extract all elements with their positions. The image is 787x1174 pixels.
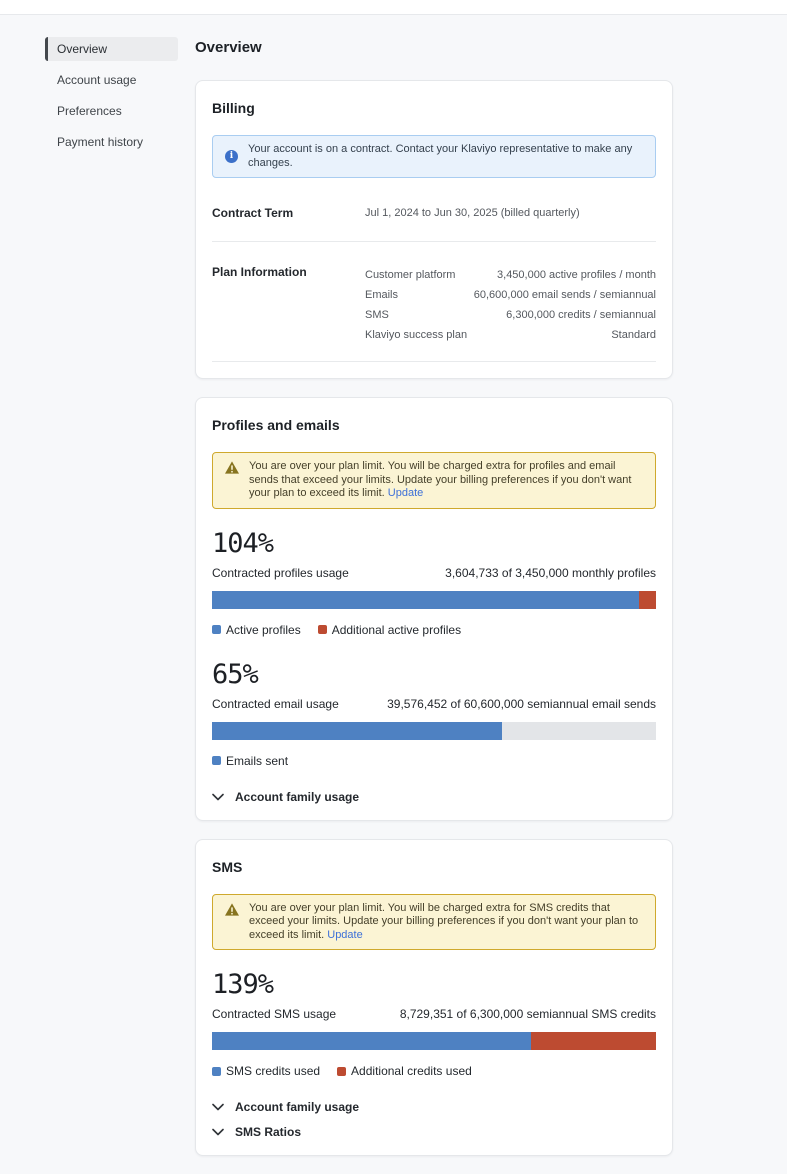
page-title: Overview bbox=[195, 39, 262, 56]
contract-term-label: Contract Term bbox=[212, 206, 294, 220]
legend-item-additional-credits-used bbox=[337, 1064, 472, 1078]
plan-row-success-plan bbox=[365, 325, 656, 345]
sms-warning-banner bbox=[212, 894, 656, 951]
plan-information-label: Plan Information bbox=[212, 265, 307, 279]
email-usage-percent: 65% bbox=[212, 658, 258, 690]
sms-bar-used-segment bbox=[212, 1032, 531, 1050]
chevron-down-icon bbox=[212, 1128, 224, 1136]
legend-item-active-profiles bbox=[212, 623, 301, 637]
legend-swatch-red bbox=[318, 625, 327, 634]
plan-row-value: 60,600,000 email sends / semiannual bbox=[473, 289, 656, 301]
sms-bar-additional-segment bbox=[531, 1032, 656, 1050]
email-usage-meta bbox=[212, 697, 656, 711]
plan-row-label: SMS bbox=[365, 309, 389, 321]
profiles-warning-text: You are over your plan limit. You will be charged extra for profiles and email sends that exceed your limits. Update your billing preferences if you don't want your plan to exceed its limit. Update bbox=[249, 460, 632, 499]
sms-warning-text: You are over your plan limit. You will be charged extra for SMS credits that exceed your limits. Update your billing preferences if you don't want your plan to exceed its limit. Update bbox=[249, 901, 639, 941]
plan-row-sms bbox=[365, 305, 656, 325]
plan-row-customer-platform bbox=[365, 265, 656, 285]
chevron-down-icon bbox=[212, 793, 224, 801]
profiles-usage-bar bbox=[212, 591, 656, 609]
billing-card-title: Billing bbox=[212, 100, 255, 116]
sidebar-item-payment-history[interactable]: Payment history bbox=[57, 135, 144, 149]
profiles-usage-detail: 3,604,733 of 3,450,000 monthly profiles bbox=[445, 565, 656, 580]
info-icon: i bbox=[225, 150, 238, 163]
legend-swatch-red bbox=[337, 1067, 346, 1076]
chevron-down-icon bbox=[212, 1103, 224, 1111]
email-usage-label: Contracted email usage bbox=[212, 696, 339, 711]
page-layout bbox=[0, 15, 787, 1174]
legend-swatch-blue bbox=[212, 1067, 221, 1076]
contract-term-row bbox=[212, 178, 656, 242]
expander-label: SMS Ratios bbox=[235, 1125, 302, 1139]
profiles-bar-additional-segment bbox=[639, 591, 656, 609]
sms-usage-percent: 139% bbox=[212, 969, 274, 1000]
sms-usage-legend bbox=[212, 1064, 656, 1078]
sms-usage-detail: 8,729,351 of 6,300,000 semiannual SMS credits bbox=[399, 1007, 656, 1021]
legend-label: Active profiles bbox=[226, 622, 301, 637]
contract-info-banner bbox=[212, 135, 656, 178]
profiles-usage-legend bbox=[212, 623, 656, 637]
expander-label: Account family usage bbox=[235, 789, 360, 804]
plan-row-value: Standard bbox=[611, 329, 656, 341]
sms-usage-label: Contracted SMS usage bbox=[212, 1007, 337, 1021]
profiles-warning-banner bbox=[212, 452, 656, 509]
plan-row-value: 3,450,000 active profiles / month bbox=[497, 269, 656, 281]
profiles-usage-block bbox=[212, 527, 656, 637]
plan-row-emails bbox=[365, 285, 656, 305]
profiles-and-emails-card bbox=[195, 397, 673, 821]
email-usage-detail: 39,576,452 of 60,600,000 semiannual email sends bbox=[387, 696, 656, 711]
profiles-usage-percent: 104% bbox=[212, 527, 274, 559]
legend-label: Additional credits used bbox=[351, 1064, 472, 1078]
sms-ratios-expander[interactable] bbox=[212, 1125, 656, 1139]
warning-icon bbox=[225, 461, 239, 474]
top-bar bbox=[0, 0, 787, 15]
warning-icon bbox=[225, 903, 239, 916]
contract-term-value: Jul 1, 2024 to Jun 30, 2025 (billed quarterly) bbox=[365, 207, 580, 219]
plan-information-table bbox=[365, 265, 656, 345]
sms-usage-bar bbox=[212, 1032, 656, 1050]
email-usage-legend bbox=[212, 754, 656, 768]
legend-label: Emails sent bbox=[226, 753, 289, 768]
legend-label: SMS credits used bbox=[226, 1064, 321, 1078]
sms-usage-meta bbox=[212, 1007, 656, 1021]
plan-information-row bbox=[212, 242, 656, 362]
email-usage-bar bbox=[212, 722, 656, 740]
email-bar-sent-segment bbox=[212, 722, 502, 740]
sms-usage-block bbox=[212, 971, 656, 1078]
profiles-usage-label: Contracted profiles usage bbox=[212, 565, 349, 580]
sms-account-family-usage-expander[interactable] bbox=[212, 1100, 656, 1114]
plan-row-value: 6,300,000 credits / semiannual bbox=[506, 309, 656, 321]
billing-card bbox=[195, 80, 673, 379]
settings-sidebar bbox=[45, 37, 178, 1174]
plan-row-label: Customer platform bbox=[365, 269, 456, 281]
plan-row-label: Emails bbox=[365, 289, 399, 301]
legend-swatch-blue bbox=[212, 756, 221, 765]
legend-item-sms-credits-used bbox=[212, 1064, 320, 1078]
email-usage-block bbox=[212, 658, 656, 768]
legend-item-additional-active-profiles bbox=[318, 623, 461, 637]
legend-swatch-blue bbox=[212, 625, 221, 634]
plan-row-label: Klaviyo success plan bbox=[365, 329, 468, 341]
sidebar-item-account-usage[interactable]: Account usage bbox=[57, 73, 137, 87]
contract-info-text: Your account is on a contract. Contact your Klaviyo representative to make any changes. bbox=[248, 143, 633, 169]
legend-label: Additional active profiles bbox=[331, 622, 462, 637]
profiles-bar-active-segment bbox=[212, 591, 639, 609]
sidebar-item-preferences[interactable]: Preferences bbox=[57, 104, 122, 118]
main-content bbox=[195, 37, 673, 1174]
sms-card bbox=[195, 839, 673, 1157]
sms-warning-update-link[interactable]: Update bbox=[327, 928, 363, 941]
profiles-account-family-usage-expander[interactable] bbox=[212, 790, 656, 804]
sidebar-item-overview[interactable]: Overview bbox=[45, 37, 178, 61]
expander-label: Account family usage bbox=[235, 1100, 360, 1114]
legend-item-emails-sent bbox=[212, 754, 288, 768]
profiles-warning-update-link[interactable]: Update bbox=[387, 487, 424, 499]
profiles-emails-card-title: Profiles and emails bbox=[212, 417, 340, 433]
profiles-usage-meta bbox=[212, 566, 656, 580]
sms-card-title: SMS bbox=[212, 858, 243, 875]
